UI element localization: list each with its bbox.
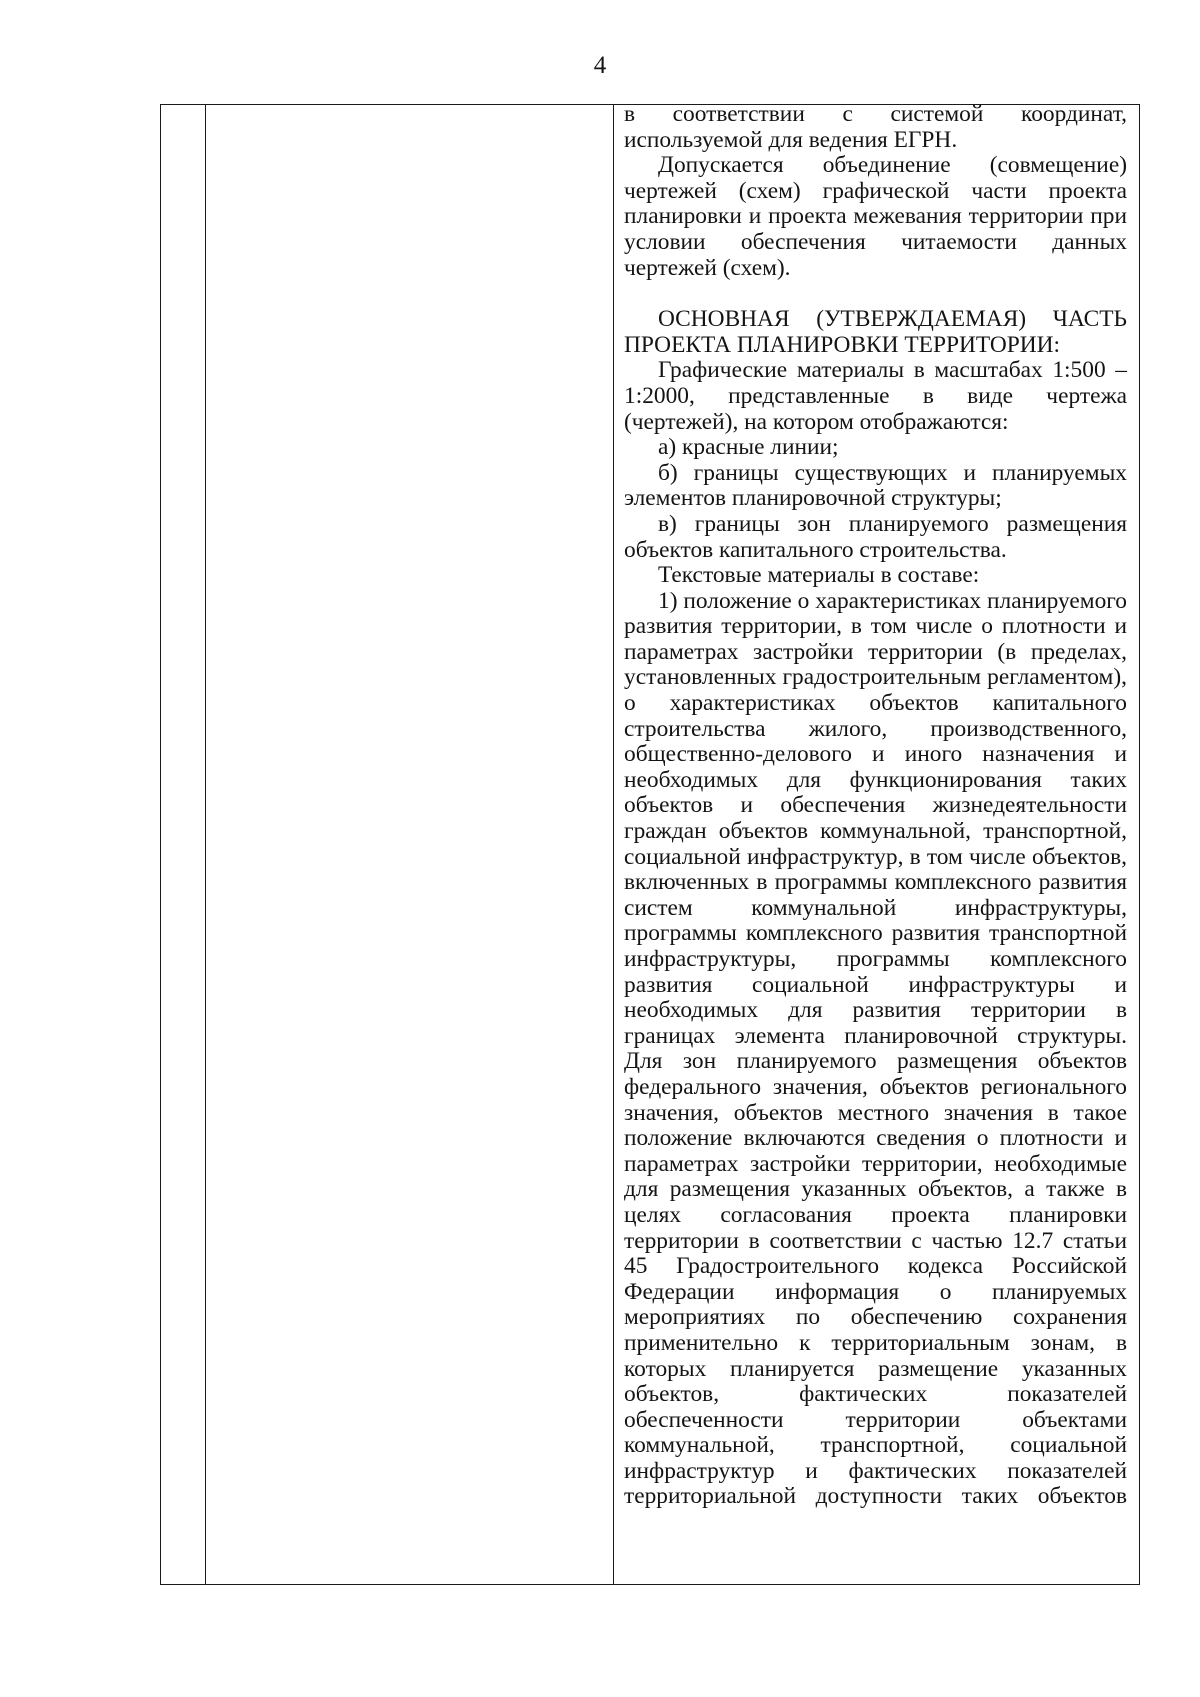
requirements-table bbox=[160, 101, 1140, 1585]
requirements-cell bbox=[624, 102, 1127, 1510]
section-heading: ОСНОВНАЯ (УТВЕРЖДАЕМАЯ) ЧАСТЬ ПРОЕКТА ПЛАНИРОВКИ ТЕРРИТОРИИ: bbox=[624, 306, 1127, 358]
list-item-1: 1) положение о характеристиках планируемого развития территории, в том числе о плотности и параметрах застройки территории (в пределах, установленных градостроительным регламентом), о характеристиках объектов капитального строительства жилого, производственного, общественно-делового и иного назначения и необходимых для функционирования таких объектов и обеспечения жизнедеятельности граждан объектов коммунальной, транспортной, социальной инфраструктур, в том числе объектов, включенных в программы комплексного развития систем коммунальной инфраструктуры, программы комплексного развития транспортной инфраструктуры, программы комплексного развития социальной инфраструктуры и необходимых для развития территории в границах элемента планировочной структуры. Для зон планируемого размещения объектов федерального значения, объектов регионального значения, объектов местного значения в такое положение включаются сведения о плотности и параметрах застройки территории, необходимые для размещения указанных объектов, а также в целях согласования проекта планировки территории в соответствии с частью 12.7 статьи 45 Градостроительного кодекса Российской Федерации информация о планируемых мероприятиях по обеспечению сохранения применительно к территориальным зонам, в которых планируется размещение указанных объектов, фактических показателей обеспеченности территории объектами коммунальной, транспортной, социальной инфраструктур и фактических показателей территориальной доступности таких объектов bbox=[624, 587, 1127, 1510]
combine-drawings-paragraph: Допускается объединение (совмещение) чертежей (схем) графической части проекта планировки и проекта межевания территории при условии обеспечения читаемости данных чертежей (схем). bbox=[624, 152, 1127, 281]
list-item-a: а) красные линии; bbox=[658, 434, 839, 461]
column-divider bbox=[205, 105, 206, 1584]
list-item-c: в) границы зон планируемого размещения объектов капитального строительства. bbox=[624, 510, 1127, 563]
graphic-materials-paragraph: Графические материалы в масштабах 1:500 – 1:2000, представленные в виде чертежа (чертежей), на котором отображаются: bbox=[624, 357, 1127, 435]
column-divider bbox=[613, 105, 614, 1584]
text-materials-paragraph: Текстовые материалы в составе: bbox=[658, 562, 980, 589]
list-item-b: б) границы существующих и планируемых элементов планировочной структуры; bbox=[624, 459, 1127, 512]
page-number: 4 bbox=[593, 52, 607, 79]
coordinates-paragraph: в соответствии с системой координат, используемой для ведения ЕГРН. bbox=[624, 101, 1127, 153]
